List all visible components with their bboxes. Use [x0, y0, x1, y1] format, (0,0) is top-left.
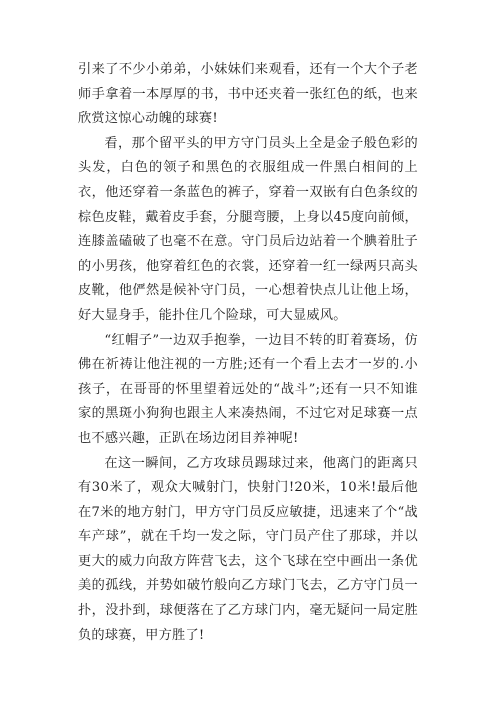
paragraph-3: “红帽子”一边双手抱拳，一边目不转的盯着赛场，仿佛在祈祷让他注视的一方胜;还有一个看上去才一岁的.小孩子，在哥哥的怀里望着远处的“战斗”;还有一只不知谁家的黑斑小狗狗也跟主人来凑热闹，不过它对足球赛一点也不感兴趣，正趴在场边闭目养神呢!: [78, 332, 418, 446]
paragraph-1: 引来了不少小弟弟，小妹妹们来观看，还有一个大个子老师手拿着一本厚厚的书，书中还夹着一张红色的纸，也来欣赏这惊心动魄的球赛!: [78, 62, 418, 127]
paragraph-2: 看，那个留平头的甲方守门员头上全是金子般色彩的头发，白色的领子和黑色的衣服组成一件黑白相间的上衣，他还穿着一条蓝色的裤子，穿着一双嵌有白色条纹的棕色皮鞋，戴着皮手套，分腿弯腰，上身以45度向前倾，连膝盖磕破了也毫不在意。守门员后边站着一个腆着肚子的小男孩，他穿着红色的衣裳，还穿着一红一绿两只高头皮靴，他俨然是候补守门员，一心想着快点儿让他上场，好大显身手，能扑住几个险球，可大显威风。: [78, 135, 418, 323]
document-body: [78, 58, 418, 648]
paragraph-4: 在这一瞬间，乙方攻球员踢球过来，他离门的距离只有30米了，观众大喊射门，快射门!20米，10米!最后他在7米的地方射门，甲方守门员反应敏捷，迅速来了个“战车产球”，就在千均一发之际，守门员产住了那球，并以更大的威力向敌方阵营飞去，这个飞球在空中画出一条优美的孤线，并势如破竹般向乙方球门飞去，乙方守门员一扑，没扑到，球便落在了乙方球门内，毫无疑问一局定胜负的球赛，甲方胜了!: [78, 455, 418, 643]
